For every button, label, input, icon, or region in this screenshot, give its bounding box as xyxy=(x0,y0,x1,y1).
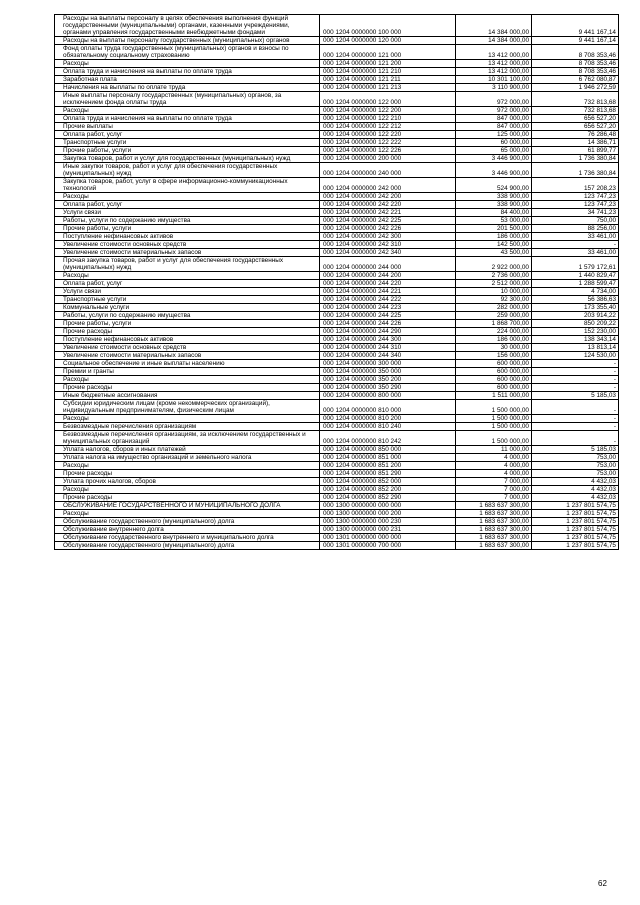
row-exec-cell: - xyxy=(532,415,619,423)
row-plan-cell: 4 000,00 xyxy=(456,462,532,470)
row-name-cell: Оплата работ, услуг xyxy=(55,131,320,139)
row-exec-cell: - xyxy=(532,376,619,384)
row-plan-cell: 3 446 900,00 xyxy=(456,163,532,178)
row-code-cell: 000 1204 0000000 121 000 xyxy=(320,45,456,60)
row-name-cell: Расходы xyxy=(55,107,320,115)
row-name-cell: Расходы xyxy=(55,415,320,423)
table-row xyxy=(55,288,619,296)
row-exec-cell: 61 899,77 xyxy=(532,147,619,155)
row-name-cell: Увеличение стоимости материальных запасов xyxy=(55,249,320,257)
row-exec-cell: 173 355,40 xyxy=(532,304,619,312)
row-code-cell: 000 1204 0000000 350 200 xyxy=(320,376,456,384)
row-plan-cell: 1 500 000,00 xyxy=(456,415,532,423)
row-code-cell: 000 1204 0000000 852 000 xyxy=(320,478,456,486)
row-plan-cell: 13 412 000,00 xyxy=(456,45,532,60)
row-exec-cell: 656 527,20 xyxy=(532,115,619,123)
row-exec-cell: 33 461,00 xyxy=(532,233,619,241)
row-name-cell: Заработная плата xyxy=(55,76,320,84)
row-code-cell: 000 1300 0000000 000 231 xyxy=(320,526,456,534)
row-plan-cell: 7 000,00 xyxy=(456,486,532,494)
row-plan-cell: 10 301 100,00 xyxy=(456,76,532,84)
row-plan-cell: 600 000,00 xyxy=(456,360,532,368)
row-plan-cell: 1 683 637 300,00 xyxy=(456,518,532,526)
row-name-cell: Прочие расходы xyxy=(55,494,320,502)
table-row xyxy=(55,178,619,193)
row-code-cell: 000 1204 0000000 240 000 xyxy=(320,163,456,178)
row-exec-cell: - xyxy=(532,241,619,249)
table-row xyxy=(55,193,619,201)
row-exec-cell: 5 185,03 xyxy=(532,446,619,454)
table-row xyxy=(55,320,619,328)
row-plan-cell: 1 683 637 300,00 xyxy=(456,502,532,510)
row-code-cell: 000 1204 0000000 810 242 xyxy=(320,431,456,446)
table-row xyxy=(55,45,619,60)
table-row xyxy=(55,257,619,272)
row-name-cell: Уплата налога на имущество организаций и земельного налога xyxy=(55,454,320,462)
row-exec-cell: 124 530,00 xyxy=(532,352,619,360)
row-plan-cell: 600 000,00 xyxy=(456,376,532,384)
row-code-cell: 000 1204 0000000 242 000 xyxy=(320,178,456,193)
row-name-cell: Транспортные услуги xyxy=(55,139,320,147)
row-name-cell: Прочие выплаты xyxy=(55,123,320,131)
row-name-cell: Поступление нефинансовых активов xyxy=(55,336,320,344)
row-exec-cell: 1 946 272,59 xyxy=(532,84,619,92)
table-row xyxy=(55,486,619,494)
row-code-cell: 000 1204 0000000 350 290 xyxy=(320,384,456,392)
row-name-cell: Прочие работы, услуги xyxy=(55,320,320,328)
row-plan-cell: 2 922 000,00 xyxy=(456,257,532,272)
row-plan-cell: 142 500,00 xyxy=(456,241,532,249)
row-exec-cell: - xyxy=(532,431,619,446)
row-plan-cell: 847 000,00 xyxy=(456,123,532,131)
row-exec-cell: 88 256,00 xyxy=(532,225,619,233)
table-row xyxy=(55,217,619,225)
row-plan-cell: 7 000,00 xyxy=(456,478,532,486)
row-plan-cell: 7 000,00 xyxy=(456,494,532,502)
row-code-cell: 000 1204 0000000 244 000 xyxy=(320,257,456,272)
row-name-cell: Поступление нефинансовых активов xyxy=(55,233,320,241)
row-code-cell: 000 1204 0000000 244 290 xyxy=(320,328,456,336)
row-code-cell: 000 1204 0000000 300 000 xyxy=(320,360,456,368)
row-code-cell: 000 1204 0000000 851 200 xyxy=(320,462,456,470)
table-row xyxy=(55,518,619,526)
table-row xyxy=(55,107,619,115)
row-plan-cell: 1 683 637 300,00 xyxy=(456,534,532,542)
row-plan-cell: 53 000,00 xyxy=(456,217,532,225)
table-row xyxy=(55,280,619,288)
row-code-cell: 000 1204 0000000 852 290 xyxy=(320,494,456,502)
row-plan-cell: 84 400,00 xyxy=(456,209,532,217)
table-row xyxy=(55,534,619,542)
table-row xyxy=(55,201,619,209)
row-plan-cell: 282 000,00 xyxy=(456,304,532,312)
row-code-cell: 000 1204 0000000 244 310 xyxy=(320,344,456,352)
table-row xyxy=(55,494,619,502)
row-plan-cell: 259 000,00 xyxy=(456,312,532,320)
row-code-cell: 000 1204 0000000 244 225 xyxy=(320,312,456,320)
table-row xyxy=(55,123,619,131)
row-name-cell: Прочие расходы xyxy=(55,328,320,336)
row-exec-cell: 732 813,68 xyxy=(532,107,619,115)
row-name-cell: Прочая закупка товаров, работ и услуг для обеспечения государственных (муниципальных) нужд xyxy=(55,257,320,272)
row-plan-cell: 972 000,00 xyxy=(456,92,532,107)
row-name-cell: Расходы xyxy=(55,486,320,494)
row-plan-cell: 1 683 637 300,00 xyxy=(456,510,532,518)
row-name-cell: Обслуживание внутреннего долга xyxy=(55,526,320,534)
row-code-cell: 000 1204 0000000 122 222 xyxy=(320,139,456,147)
table-row xyxy=(55,68,619,76)
row-plan-cell: 156 000,00 xyxy=(456,352,532,360)
row-code-cell: 000 1204 0000000 242 225 xyxy=(320,217,456,225)
row-exec-cell: 123 747,23 xyxy=(532,193,619,201)
row-plan-cell: 14 384 000,00 xyxy=(456,37,532,45)
table-row xyxy=(55,510,619,518)
row-plan-cell: 3 110 900,00 xyxy=(456,84,532,92)
row-exec-cell: 4 432,03 xyxy=(532,486,619,494)
row-plan-cell: 1 683 637 300,00 xyxy=(456,542,532,550)
row-plan-cell: 13 412 000,00 xyxy=(456,60,532,68)
row-name-cell: Оплата работ, услуг xyxy=(55,201,320,209)
page-number: 62 xyxy=(598,879,607,888)
row-code-cell: 000 1204 0000000 242 310 xyxy=(320,241,456,249)
row-code-cell: 000 1204 0000000 244 200 xyxy=(320,272,456,280)
row-plan-cell: 60 000,00 xyxy=(456,139,532,147)
row-exec-cell: 56 386,63 xyxy=(532,296,619,304)
row-name-cell: Уплата прочих налогов, сборов xyxy=(55,478,320,486)
row-name-cell: Услуги связи xyxy=(55,209,320,217)
row-code-cell: 000 1204 0000000 244 223 xyxy=(320,304,456,312)
table-row xyxy=(55,147,619,155)
row-exec-cell: 6 762 080,87 xyxy=(532,76,619,84)
row-name-cell: Транспортные услуги xyxy=(55,296,320,304)
row-code-cell: 000 1204 0000000 851 000 xyxy=(320,454,456,462)
row-exec-cell: - xyxy=(532,384,619,392)
row-plan-cell: 1 500 000,00 xyxy=(456,423,532,431)
table-row xyxy=(55,76,619,84)
row-code-cell: 000 1300 0000000 000 200 xyxy=(320,510,456,518)
table-row xyxy=(55,131,619,139)
table-row xyxy=(55,92,619,107)
row-code-cell: 000 1204 0000000 242 300 xyxy=(320,233,456,241)
row-plan-cell: 972 000,00 xyxy=(456,107,532,115)
table-row xyxy=(55,60,619,68)
row-plan-cell: 224 000,00 xyxy=(456,328,532,336)
table-row xyxy=(55,423,619,431)
row-code-cell: 000 1204 0000000 122 000 xyxy=(320,92,456,107)
row-exec-cell: 1 237 801 574,75 xyxy=(532,542,619,550)
row-name-cell: Расходы xyxy=(55,510,320,518)
row-name-cell: Оплата труда и начисления на выплаты по оплате труда xyxy=(55,68,320,76)
table-row xyxy=(55,502,619,510)
row-plan-cell: 600 000,00 xyxy=(456,384,532,392)
table-row xyxy=(55,209,619,217)
row-name-cell: Расходы xyxy=(55,376,320,384)
row-name-cell: Оплата работ, услуг xyxy=(55,280,320,288)
row-name-cell: Социальное обеспечение и иные выплаты населению xyxy=(55,360,320,368)
table-row xyxy=(55,15,619,37)
table-row xyxy=(55,304,619,312)
row-code-cell: 000 1204 0000000 244 220 xyxy=(320,280,456,288)
row-plan-cell: 600 000,00 xyxy=(456,368,532,376)
row-exec-cell: 34 741,23 xyxy=(532,209,619,217)
row-exec-cell: - xyxy=(532,423,619,431)
row-plan-cell: 524 900,00 xyxy=(456,178,532,193)
row-exec-cell: 656 527,20 xyxy=(532,123,619,131)
row-name-cell: Увеличение стоимости основных средств xyxy=(55,241,320,249)
row-code-cell: 000 1204 0000000 122 212 xyxy=(320,123,456,131)
row-name-cell: Субсидии юридическим лицам (кроме некоммерческих организаций), индивидуальным предпринимателям, физическим лицам xyxy=(55,400,320,415)
table-row xyxy=(55,163,619,178)
row-exec-cell: - xyxy=(532,360,619,368)
row-exec-cell: 4 734,00 xyxy=(532,288,619,296)
row-exec-cell: 4 432,03 xyxy=(532,494,619,502)
row-exec-cell: 123 747,23 xyxy=(532,201,619,209)
table-row xyxy=(55,368,619,376)
row-code-cell: 000 1204 0000000 100 000 xyxy=(320,15,456,37)
row-name-cell: Расходы на выплаты персоналу в целях обеспечения выполнения функций государственными (муниципальными) органами, казенными учреждениями, органами управления государственными внебюджетными фондами xyxy=(55,15,320,37)
row-code-cell: 000 1204 0000000 122 210 xyxy=(320,115,456,123)
row-code-cell: 000 1204 0000000 121 211 xyxy=(320,76,456,84)
row-name-cell: Начисления на выплаты по оплате труда xyxy=(55,84,320,92)
row-code-cell: 000 1204 0000000 121 210 xyxy=(320,68,456,76)
expenditure-table xyxy=(54,14,619,550)
row-plan-cell: 125 000,00 xyxy=(456,131,532,139)
row-name-cell: Безвозмездные перечисления организациям, за исключением государственных и муниципальных организаций xyxy=(55,431,320,446)
row-name-cell: Расходы xyxy=(55,272,320,280)
row-plan-cell: 1 868 700,00 xyxy=(456,320,532,328)
row-code-cell: 000 1204 0000000 242 220 xyxy=(320,201,456,209)
row-exec-cell: 1 736 380,84 xyxy=(532,163,619,178)
row-code-cell: 000 1204 0000000 242 200 xyxy=(320,193,456,201)
table-row xyxy=(55,84,619,92)
table-row xyxy=(55,526,619,534)
row-plan-cell: 847 000,00 xyxy=(456,115,532,123)
row-name-cell: Оплата труда и начисления на выплаты по оплате труда xyxy=(55,115,320,123)
row-name-cell: Работы, услуги по содержанию имущества xyxy=(55,217,320,225)
row-name-cell: Закупка товаров, работ, услуг в сфере информационно-коммуникационных технологий xyxy=(55,178,320,193)
row-plan-cell: 2 512 000,00 xyxy=(456,280,532,288)
table-row xyxy=(55,392,619,400)
row-exec-cell: 157 208,23 xyxy=(532,178,619,193)
row-exec-cell: 1 579 172,61 xyxy=(532,257,619,272)
row-name-cell: Прочие работы, услуги xyxy=(55,147,320,155)
row-plan-cell: 2 736 000,00 xyxy=(456,272,532,280)
table-row xyxy=(55,296,619,304)
row-exec-cell: 1 237 801 574,75 xyxy=(532,502,619,510)
row-exec-cell: 138 343,14 xyxy=(532,336,619,344)
row-exec-cell: 1 736 380,84 xyxy=(532,155,619,163)
table-row xyxy=(55,478,619,486)
row-exec-cell: 13 813,14 xyxy=(532,344,619,352)
table-row xyxy=(55,454,619,462)
row-name-cell: Расходы на выплаты персоналу государственных (муниципальных) органов xyxy=(55,37,320,45)
row-plan-cell: 13 412 000,00 xyxy=(456,68,532,76)
row-name-cell: Обслуживание государственного внутреннего и муниципального долга xyxy=(55,534,320,542)
row-plan-cell: 201 500,00 xyxy=(456,225,532,233)
row-exec-cell: 1 237 801 574,75 xyxy=(532,510,619,518)
row-exec-cell: 33 461,00 xyxy=(532,249,619,257)
table-row xyxy=(55,233,619,241)
table-row xyxy=(55,336,619,344)
table-row xyxy=(55,344,619,352)
row-code-cell: 000 1204 0000000 810 240 xyxy=(320,423,456,431)
row-exec-cell: 753,00 xyxy=(532,462,619,470)
row-name-cell: Расходы xyxy=(55,60,320,68)
row-plan-cell: 65 000,00 xyxy=(456,147,532,155)
row-code-cell: 000 1204 0000000 244 221 xyxy=(320,288,456,296)
row-name-cell: Расходы xyxy=(55,462,320,470)
row-exec-cell: 5 185,03 xyxy=(532,392,619,400)
row-plan-cell: 43 500,00 xyxy=(456,249,532,257)
row-plan-cell: 92 300,00 xyxy=(456,296,532,304)
row-plan-cell: 1 500 000,00 xyxy=(456,431,532,446)
row-name-cell: Обслуживание государственного (муниципального) долга xyxy=(55,542,320,550)
row-code-cell: 000 1204 0000000 200 000 xyxy=(320,155,456,163)
row-code-cell: 000 1204 0000000 121 213 xyxy=(320,84,456,92)
row-exec-cell: 76 286,48 xyxy=(532,131,619,139)
row-exec-cell: 1 237 801 574,75 xyxy=(532,526,619,534)
row-code-cell: 000 1204 0000000 122 200 xyxy=(320,107,456,115)
table-row xyxy=(55,376,619,384)
row-name-cell: Премии и гранты xyxy=(55,368,320,376)
table-row xyxy=(55,415,619,423)
row-code-cell: 000 1204 0000000 244 340 xyxy=(320,352,456,360)
row-code-cell: 000 1204 0000000 244 222 xyxy=(320,296,456,304)
row-name-cell: Коммунальные услуги xyxy=(55,304,320,312)
row-exec-cell: 203 914,22 xyxy=(532,312,619,320)
row-name-cell: Фонд оплаты труда государственных (муниципальных) органов и взносы по обязательному социальному страхованию xyxy=(55,45,320,60)
row-plan-cell: 338 900,00 xyxy=(456,201,532,209)
row-code-cell: 000 1301 0000000 700 000 xyxy=(320,542,456,550)
row-code-cell: 000 1204 0000000 852 200 xyxy=(320,486,456,494)
row-name-cell: Услуги связи xyxy=(55,288,320,296)
row-code-cell: 000 1204 0000000 810 200 xyxy=(320,415,456,423)
row-name-cell: Обслуживание государственного (муниципального) долга xyxy=(55,518,320,526)
row-name-cell: Иные выплаты персоналу государственных (муниципальных) органов, за исключением фонда оплаты труда xyxy=(55,92,320,107)
row-exec-cell: 1 237 801 574,75 xyxy=(532,518,619,526)
row-name-cell: Увеличение стоимости материальных запасов xyxy=(55,352,320,360)
row-code-cell: 000 1204 0000000 851 290 xyxy=(320,470,456,478)
row-code-cell: 000 1204 0000000 242 221 xyxy=(320,209,456,217)
row-exec-cell: 1 440 829,47 xyxy=(532,272,619,280)
row-name-cell: Закупка товаров, работ и услуг для государственных (муниципальных) нужд xyxy=(55,155,320,163)
table-row xyxy=(55,400,619,415)
row-code-cell: 000 1204 0000000 242 226 xyxy=(320,225,456,233)
row-plan-cell: 1 511 000,00 xyxy=(456,392,532,400)
row-exec-cell: 1 288 599,47 xyxy=(532,280,619,288)
row-exec-cell: 8 708 353,46 xyxy=(532,60,619,68)
table-row xyxy=(55,139,619,147)
row-exec-cell: 750,00 xyxy=(532,217,619,225)
row-exec-cell: 732 813,68 xyxy=(532,92,619,107)
row-code-cell: 000 1204 0000000 242 340 xyxy=(320,249,456,257)
expenditure-table-body xyxy=(55,15,619,550)
row-exec-cell: 14 386,71 xyxy=(532,139,619,147)
row-exec-cell: 850 209,22 xyxy=(532,320,619,328)
table-row xyxy=(55,542,619,550)
table-row xyxy=(55,241,619,249)
row-code-cell: 000 1204 0000000 810 000 xyxy=(320,400,456,415)
row-name-cell: Расходы xyxy=(55,193,320,201)
row-exec-cell: 9 441 167,14 xyxy=(532,37,619,45)
row-exec-cell: 9 441 167,14 xyxy=(532,15,619,37)
table-row xyxy=(55,446,619,454)
table-row xyxy=(55,115,619,123)
row-plan-cell: 10 000,00 xyxy=(456,288,532,296)
table-row xyxy=(55,249,619,257)
row-code-cell: 000 1204 0000000 850 000 xyxy=(320,446,456,454)
row-code-cell: 000 1204 0000000 244 226 xyxy=(320,320,456,328)
row-exec-cell: 1 237 801 574,75 xyxy=(532,534,619,542)
row-code-cell: 000 1204 0000000 800 000 xyxy=(320,392,456,400)
row-name-cell: Прочие расходы xyxy=(55,384,320,392)
row-plan-cell: 3 446 900,00 xyxy=(456,155,532,163)
table-row xyxy=(55,462,619,470)
table-row xyxy=(55,225,619,233)
row-name-cell: Безвозмездные перечисления организациям xyxy=(55,423,320,431)
row-plan-cell: 338 900,00 xyxy=(456,193,532,201)
table-row xyxy=(55,431,619,446)
table-row xyxy=(55,384,619,392)
row-plan-cell: 30 000,00 xyxy=(456,344,532,352)
row-plan-cell: 14 384 000,00 xyxy=(456,15,532,37)
row-exec-cell: 753,00 xyxy=(532,470,619,478)
row-exec-cell: 4 432,03 xyxy=(532,478,619,486)
row-plan-cell: 1 683 637 300,00 xyxy=(456,526,532,534)
row-name-cell: Иные закупки товаров, работ и услуг для обеспечения государственных (муниципальных) нужд xyxy=(55,163,320,178)
row-exec-cell: - xyxy=(532,368,619,376)
table-row xyxy=(55,360,619,368)
row-exec-cell: 8 708 353,46 xyxy=(532,45,619,60)
row-name-cell: Уплата налогов, сборов и иных платежей xyxy=(55,446,320,454)
row-code-cell: 000 1204 0000000 122 220 xyxy=(320,131,456,139)
table-row xyxy=(55,352,619,360)
row-code-cell: 000 1204 0000000 244 300 xyxy=(320,336,456,344)
row-code-cell: 000 1204 0000000 120 000 xyxy=(320,37,456,45)
row-code-cell: 000 1300 0000000 000 000 xyxy=(320,502,456,510)
row-code-cell: 000 1204 0000000 121 200 xyxy=(320,60,456,68)
row-exec-cell: 8 708 353,46 xyxy=(532,68,619,76)
row-name-cell: Работы, услуги по содержанию имущества xyxy=(55,312,320,320)
row-code-cell: 000 1300 0000000 000 230 xyxy=(320,518,456,526)
row-name-cell: Иные бюджетные ассигнования xyxy=(55,392,320,400)
row-name-cell: Прочие работы, услуги xyxy=(55,225,320,233)
table-row xyxy=(55,470,619,478)
table-row xyxy=(55,155,619,163)
row-code-cell: 000 1301 0000000 000 000 xyxy=(320,534,456,542)
row-exec-cell: - xyxy=(532,400,619,415)
row-name-cell: Увеличение стоимости основных средств xyxy=(55,344,320,352)
row-name-cell: Прочие расходы xyxy=(55,470,320,478)
table-row xyxy=(55,328,619,336)
row-exec-cell: 753,00 xyxy=(532,454,619,462)
row-exec-cell: 152 230,00 xyxy=(532,328,619,336)
row-plan-cell: 4 000,00 xyxy=(456,470,532,478)
row-plan-cell: 186 000,00 xyxy=(456,233,532,241)
row-code-cell: 000 1204 0000000 122 226 xyxy=(320,147,456,155)
table-row xyxy=(55,272,619,280)
row-plan-cell: 186 000,00 xyxy=(456,336,532,344)
row-plan-cell: 4 000,00 xyxy=(456,454,532,462)
row-name-cell: ОБСЛУЖИВАНИЕ ГОСУДАРСТВЕННОГО И МУНИЦИПАЛЬНОГО ДОЛГА xyxy=(55,502,320,510)
table-row xyxy=(55,312,619,320)
row-plan-cell: 11 000,00 xyxy=(456,446,532,454)
row-plan-cell: 1 500 000,00 xyxy=(456,400,532,415)
row-code-cell: 000 1204 0000000 350 000 xyxy=(320,368,456,376)
table-row xyxy=(55,37,619,45)
